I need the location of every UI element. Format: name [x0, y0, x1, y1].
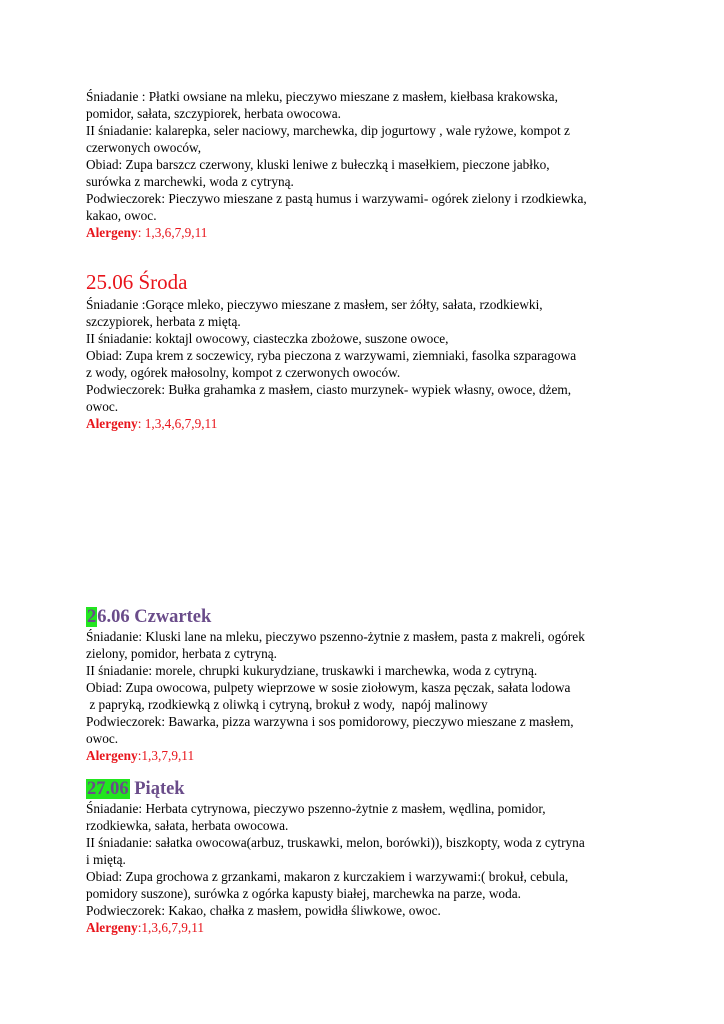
- menu-line: pomidor, sałata, szczypiorek, herbata owocowa.: [86, 106, 341, 121]
- day3-heading: [86, 606, 211, 628]
- day4-heading: [86, 778, 185, 800]
- allergens-values: :1,3,6,7,9,11: [137, 920, 205, 935]
- menu-line: Śniadanie: Kluski lane na mleku, pieczywo pszenno-żytnie z masłem, pasta z makreli, ogórek: [86, 629, 585, 644]
- menu-line: z wody, ogórek małosolny, kompot z czerwonych owoców.: [86, 365, 401, 380]
- menu-line: Podwieczorek: Bawarka, pizza warzywna i sos pomidorowy, pieczywo mieszane z masłem,: [86, 714, 574, 729]
- menu-line: owoc.: [86, 731, 119, 746]
- day3-heading-text: 6.06 Czwartek: [97, 607, 212, 627]
- allergens-line: [86, 415, 646, 432]
- allergens-label: Alergeny: [86, 920, 138, 935]
- menu-line: z papryką, rzodkiewką z oliwką i cytryną, brokuł z wody, napój malinowy: [86, 697, 488, 712]
- menu-line: kakao, owoc.: [86, 208, 157, 223]
- menu-line: surówka z marchewki, woda z cytryną.: [86, 174, 294, 189]
- allergens-label: Alergeny: [86, 225, 138, 240]
- menu-line: szczypiorek, herbata z miętą.: [86, 314, 241, 329]
- menu-line: Obiad: Zupa owocowa, pulpety wieprzowe w sosie ziołowym, kasza pęczak, sałata lodowa: [86, 680, 571, 695]
- menu-line: Obiad: Zupa grochowa z grzankami, makaron z kurczakiem i warzywami:( brokuł, cebula,: [86, 869, 569, 884]
- menu-line: Obiad: Zupa krem z soczewicy, ryba pieczona z warzywami, ziemniaki, fasolka szparagowa: [86, 348, 577, 363]
- allergens-values: : 1,3,4,6,7,9,11: [137, 416, 218, 431]
- allergens-line: [86, 919, 646, 936]
- menu-line: Podwieczorek: Kakao, chałka z masłem, powidła śliwkowe, owoc.: [86, 903, 441, 918]
- day4-heading-highlight: 27.06: [87, 779, 129, 799]
- menu-line: Podwieczorek: Pieczywo mieszane z pastą humus i warzywami- ogórek zielony i rzodkiewka,: [86, 191, 587, 206]
- allergens-values: :1,3,7,9,11: [137, 748, 195, 763]
- day4-heading-text: Piątek: [129, 779, 185, 799]
- day2-menu: [86, 296, 646, 432]
- allergens-values: : 1,3,6,7,9,11: [137, 225, 208, 240]
- menu-line: rzodkiewka, sałata, herbata owocowa.: [86, 818, 289, 833]
- menu-line: Śniadanie : Płatki owsiane na mleku, pieczywo mieszane z masłem, kiełbasa krakowska,: [86, 89, 558, 104]
- menu-line: Śniadanie :Gorące mleko, pieczywo mieszane z masłem, ser żółty, sałata, rzodkiewki,: [86, 297, 543, 312]
- menu-line: i miętą.: [86, 852, 126, 867]
- allergens-label: Alergeny: [86, 748, 138, 763]
- menu-line: II śniadanie: sałatka owocowa(arbuz, truskawki, melon, borówki)), biszkopty, woda z cytryna: [86, 835, 585, 850]
- day2-heading: 25.06 Środa: [86, 270, 188, 294]
- menu-line: Śniadanie: Herbata cytrynowa, pieczywo pszenno-żytnie z masłem, wędlina, pomidor,: [86, 801, 546, 816]
- menu-line: II śniadanie: koktajl owocowy, ciasteczka zbożowe, suszone owoce,: [86, 331, 449, 346]
- menu-line: II śniadanie: morele, chrupki kukurydziane, truskawki i marchewka, woda z cytryną.: [86, 663, 538, 678]
- allergens-line: [86, 224, 646, 241]
- day3-menu: [86, 628, 646, 764]
- menu-line: II śniadanie: kalarepka, seler naciowy, marchewka, dip jogurtowy , wale ryżowe, kompot z: [86, 123, 570, 138]
- menu-line: zielony, pomidor, herbata z cytryną.: [86, 646, 277, 661]
- allergens-line: [86, 747, 646, 764]
- allergens-label: Alergeny: [86, 416, 138, 431]
- day3-heading-highlight: 2: [87, 607, 97, 627]
- menu-line: owoc.: [86, 399, 119, 414]
- menu-line: Obiad: Zupa barszcz czerwony, kluski leniwe z bułeczką i masełkiem, pieczone jabłko,: [86, 157, 550, 172]
- menu-line: czerwonych owoców,: [86, 140, 202, 155]
- menu-line: pomidory suszone), surówka z ogórka kapusty białej, marchewka na parze, woda.: [86, 886, 521, 901]
- day1-menu: [86, 88, 646, 241]
- menu-line: Podwieczorek: Bułka grahamka z masłem, ciasto murzynek- wypiek własny, owoce, dżem,: [86, 382, 572, 397]
- day4-menu: [86, 800, 646, 936]
